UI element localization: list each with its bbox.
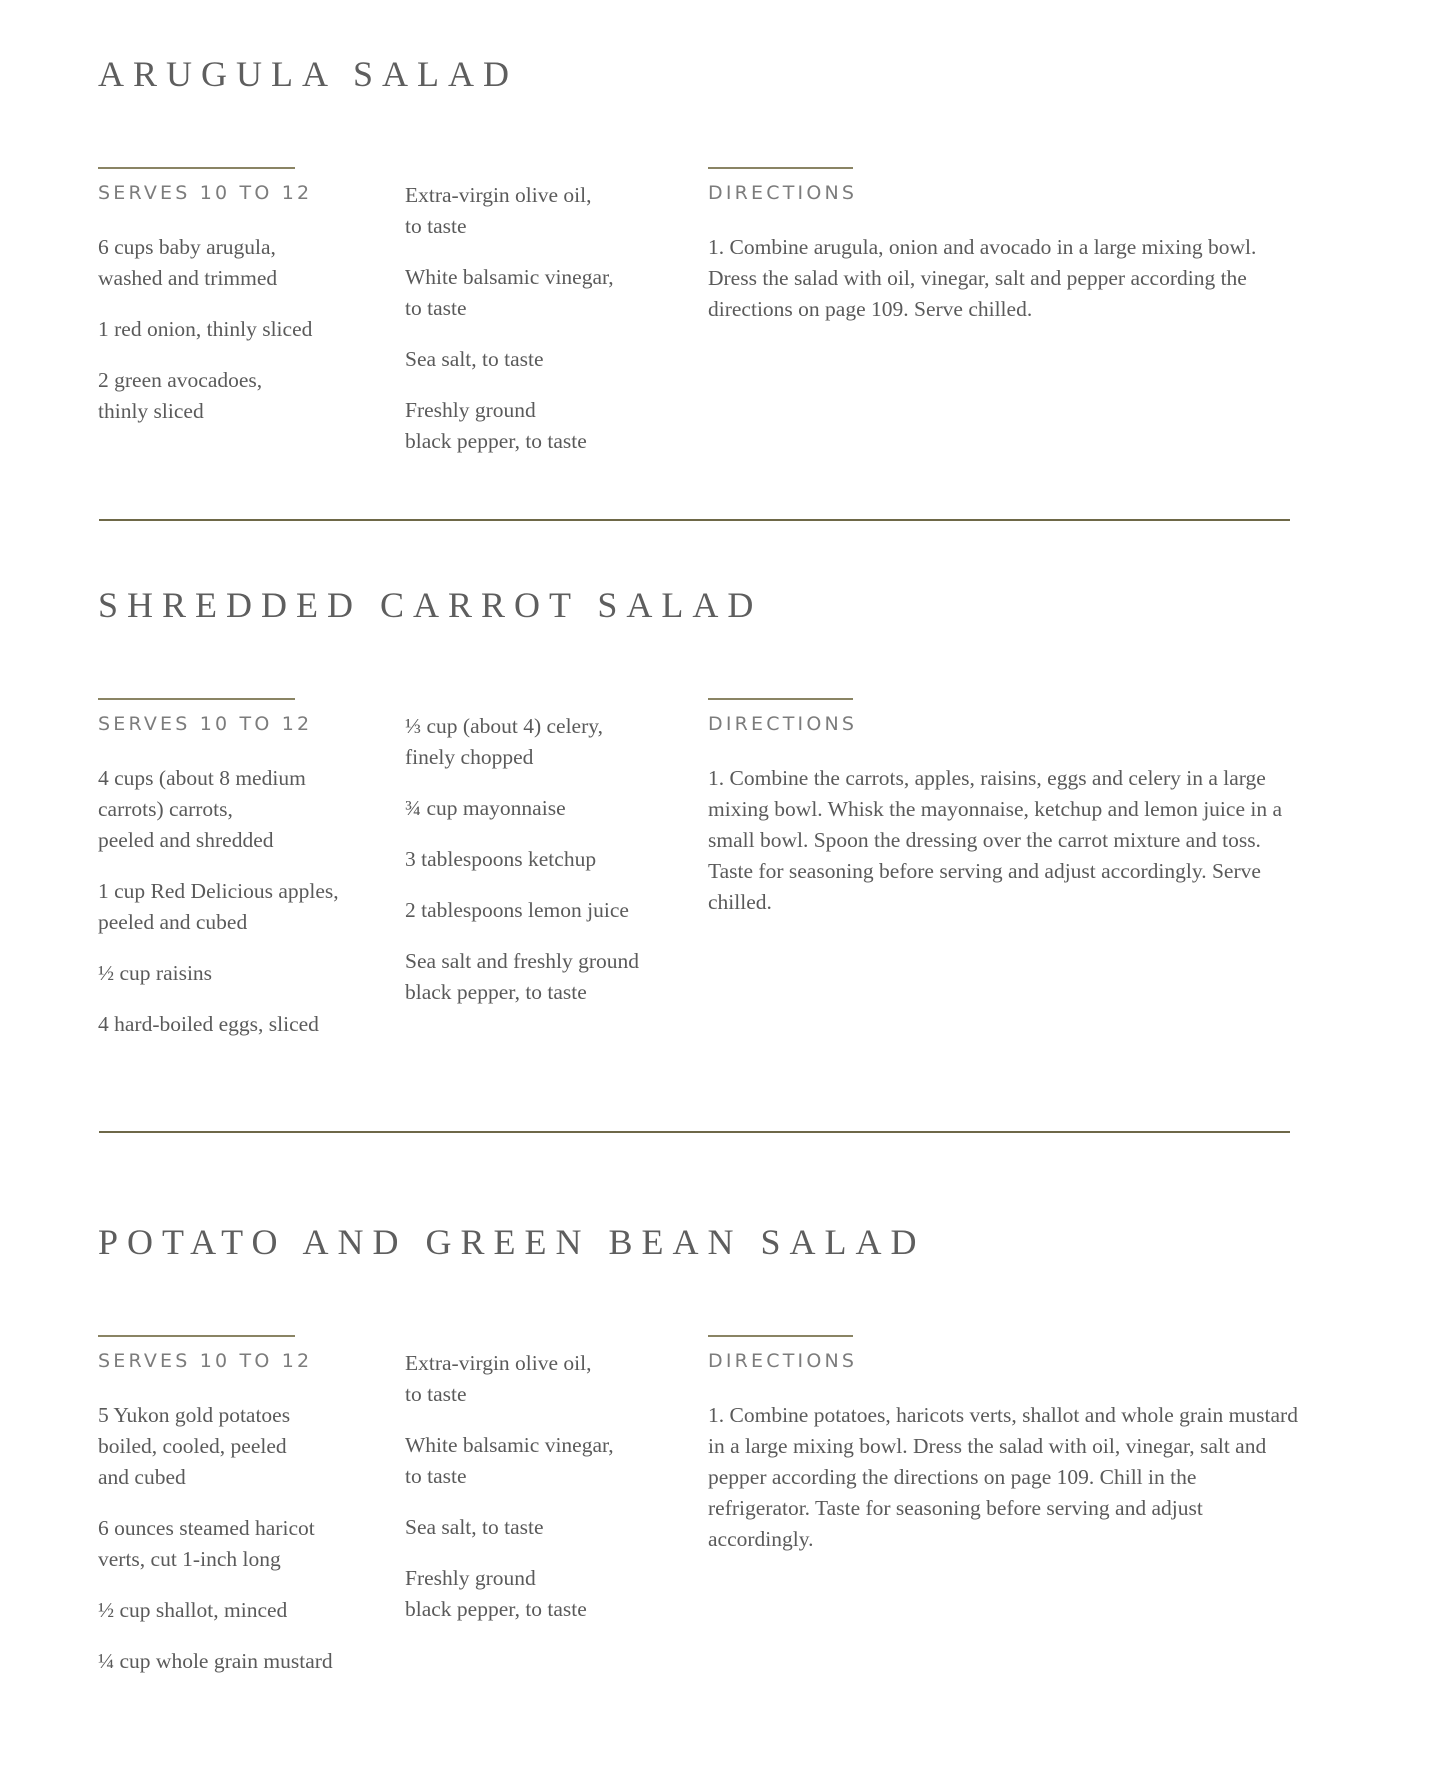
- ingredient-item: White balsamic vinegar, to taste: [405, 1433, 614, 1488]
- ingredient-item: 2 tablespoons lemon juice: [405, 898, 629, 922]
- ingredient-item: ⅓ cup (about 4) celery, finely chopped: [405, 714, 603, 769]
- ingredient-item: 6 cups baby arugula, washed and trimmed: [98, 235, 278, 290]
- directions-column: [708, 167, 1298, 325]
- ingredient-item: Freshly ground black pepper, to taste: [405, 398, 587, 453]
- ingredient-list: [405, 180, 695, 457]
- ingredient-item: ¾ cup mayonnaise: [405, 796, 566, 820]
- ingredients-column-2: [405, 711, 705, 1028]
- section-rule: [98, 1335, 295, 1337]
- ingredient-item: 4 cups (about 8 medium carrots) carrots, peeled and shredded: [98, 766, 306, 852]
- ingredient-item: 1 red onion, thinly sliced: [98, 317, 313, 341]
- ingredient-item: Extra-virgin olive oil, to taste: [405, 183, 592, 238]
- serves-column: [98, 698, 398, 1060]
- serves-column: [98, 167, 368, 447]
- directions-text: 1. Combine the carrots, apples, raisins, eggs and celery in a large mixing bowl. Whisk the mayonnaise, ketchup and lemon juice in a small bowl. Spoon the dressing over the carrot mixture and toss. Taste for seasoning before serving and adjust accordingly. Serve chilled.: [708, 766, 1283, 914]
- ingredient-list: [98, 1400, 398, 1677]
- directions-text: 1. Combine potatoes, haricots verts, shallot and whole grain mustard in a large mixing bowl. Dress the salad with oil, vinegar, salt and pepper according the directions on page 109. Chill in the refrigerator. Taste for seasoning before serving and adjust accordingly.: [708, 1403, 1298, 1551]
- ingredient-item: Extra-virgin olive oil, to taste: [405, 1351, 592, 1406]
- serves-label: SERVES 10 TO 12: [98, 182, 313, 204]
- ingredient-item: Freshly ground black pepper, to taste: [405, 1566, 587, 1621]
- recipe-title: ARUGULA SALAD: [98, 54, 519, 94]
- section-rule: [708, 1335, 853, 1337]
- ingredients-column-2: [405, 180, 695, 477]
- ingredient-item: 1 cup Red Delicious apples, peeled and cubed: [98, 879, 339, 934]
- recipe-divider: [99, 1131, 1290, 1133]
- ingredient-list: [98, 763, 398, 1040]
- ingredient-item: ½ cup raisins: [98, 961, 213, 985]
- serves-label: SERVES 10 TO 12: [98, 1350, 313, 1372]
- ingredient-item: 5 Yukon gold potatoes boiled, cooled, peeled and cubed: [98, 1403, 291, 1489]
- ingredient-item: 2 green avocadoes, thinly sliced: [98, 368, 263, 423]
- ingredient-item: Sea salt, to taste: [405, 347, 544, 371]
- ingredient-list: [98, 232, 368, 427]
- directions-label: DIRECTIONS: [708, 1350, 858, 1372]
- directions-column: [708, 1335, 1298, 1555]
- section-rule: [98, 167, 295, 169]
- directions-label: DIRECTIONS: [708, 713, 858, 735]
- serves-label: SERVES 10 TO 12: [98, 713, 313, 735]
- ingredient-item: ½ cup shallot, minced: [98, 1598, 288, 1622]
- ingredient-list: [405, 1348, 705, 1625]
- section-rule: [98, 698, 295, 700]
- ingredient-item: 6 ounces steamed haricot verts, cut 1-inch long: [98, 1516, 315, 1571]
- ingredients-column-2: [405, 1348, 705, 1645]
- ingredient-list: [405, 711, 705, 1008]
- ingredient-item: White balsamic vinegar, to taste: [405, 265, 614, 320]
- ingredient-item: Sea salt, to taste: [405, 1515, 544, 1539]
- ingredient-item: 4 hard-boiled eggs, sliced: [98, 1012, 319, 1036]
- section-rule: [708, 698, 853, 700]
- section-rule: [708, 167, 853, 169]
- recipe-divider: [99, 519, 1290, 521]
- recipe-title: SHREDDED CARROT SALAD: [98, 585, 763, 625]
- directions-column: [708, 698, 1298, 918]
- ingredient-item: 3 tablespoons ketchup: [405, 847, 597, 871]
- directions-label: DIRECTIONS: [708, 182, 858, 204]
- serves-column: [98, 1335, 398, 1697]
- directions-text: 1. Combine arugula, onion and avocado in a large mixing bowl. Dress the salad with oil, vinegar, salt and pepper according the directions on page 109. Serve chilled.: [708, 235, 1257, 321]
- ingredient-item: ¼ cup whole grain mustard: [98, 1649, 333, 1673]
- ingredient-item: Sea salt and freshly ground black pepper, to taste: [405, 949, 640, 1004]
- recipe-title: POTATO AND GREEN BEAN SALAD: [98, 1222, 926, 1262]
